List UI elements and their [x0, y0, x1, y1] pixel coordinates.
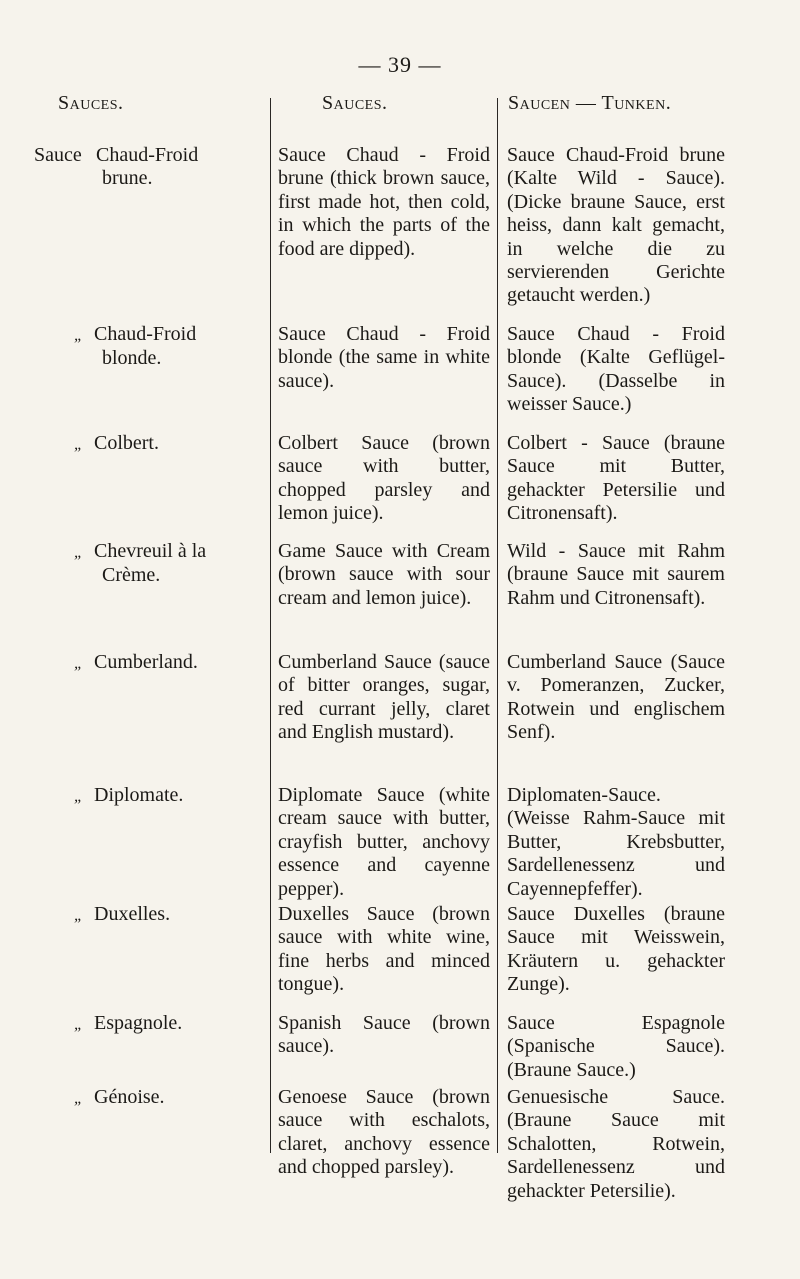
entry-german: Sauce Espagnole (Spanische Sauce). (Braune Sauce.): [507, 1012, 725, 1081]
ditto-mark: „: [74, 327, 83, 344]
ditto-mark: „: [74, 907, 83, 924]
column-divider: [497, 98, 498, 1153]
entry-german: Wild - Sauce mit Rahm (braune Sauce mit saurem Rahm und Citronensaft).: [507, 540, 725, 609]
sauce-prefix: Sauce: [34, 144, 82, 166]
entry-french: [0, 540, 266, 587]
entry-german: Cumberland Sauce (Sauce v. Pomeranzen, Zucker, Rotwein und englischem Senf).: [507, 651, 725, 744]
entry-german: Sauce Duxelles (braune Sauce mit Weisswein, Kräutern u. gehackter Zunge).: [507, 903, 725, 996]
entry-french: [0, 651, 266, 675]
ditto-mark: „: [74, 788, 83, 805]
entry-french: [0, 323, 266, 370]
entry-english: Diplomate Sauce (white cream sauce with butter, crayfish butter, anchovy essence and cayenne pepper).: [278, 784, 490, 900]
ditto-mark: „: [74, 1090, 83, 1107]
entry-german: Sauce Chaud - Froid blonde (Kalte Geflügel-Sauce). (Dasselbe in weisser Sauce.): [507, 323, 725, 416]
sauce-name: Chevreuil à la: [94, 540, 207, 562]
sauce-name-cont: Crème.: [102, 564, 161, 586]
sauce-name: Cumberland.: [94, 651, 198, 673]
sauce-name: Colbert.: [94, 432, 159, 454]
entry-german: Diplomaten-Sauce. (Weisse Rahm-Sauce mit Butter, Krebsbutter, Sardellenessenz und Cayennepfeffer).: [507, 784, 725, 900]
sauce-name-cont: brune.: [102, 167, 153, 189]
header-english: Sauces.: [322, 92, 388, 114]
entry-english: Genoese Sauce (brown sauce with eschalots, claret, anchovy essence and chopped parsley).: [278, 1086, 490, 1179]
entry-french: [0, 432, 266, 456]
entry-german: Genuesische Sauce. (Braune Sauce mit Schalotten, Rotwein, Sardellenessenz und gehackter Petersilie).: [507, 1086, 725, 1202]
page-number: — 39 —: [358, 52, 442, 77]
ditto-mark: „: [74, 1016, 83, 1033]
column-divider: [270, 98, 271, 1153]
ditto-mark: „: [74, 655, 83, 672]
sauce-name-cont: blonde.: [102, 347, 162, 369]
sauce-name: Chaud-Froid: [96, 144, 199, 166]
sauce-name: Génoise.: [94, 1086, 165, 1108]
entry-french: [0, 1086, 266, 1110]
entry-english: Cumberland Sauce (sauce of bitter oranges, sugar, red currant jelly, claret and English mustard).: [278, 651, 490, 744]
entry-french: [0, 1012, 266, 1036]
ditto-mark: „: [74, 436, 83, 453]
header-french: Sauces.: [58, 92, 124, 114]
header-german: Saucen — Tunken.: [508, 92, 672, 114]
entry-english: Spanish Sauce (brown sauce).: [278, 1012, 490, 1058]
sauce-name: Espagnole.: [94, 1012, 183, 1034]
entry-french: [0, 144, 266, 190]
entry-french: [0, 784, 266, 808]
entry-english: Sauce Chaud - Froid blonde (the same in white sauce).: [278, 323, 490, 392]
entry-english: Game Sauce with Cream (brown sauce with sour cream and lemon juice).: [278, 540, 490, 609]
entry-german: Colbert - Sauce (braune Sauce mit Butter, gehackter Petersilie und Citronensaft).: [507, 432, 725, 525]
sauce-name: Chaud-Froid: [94, 323, 197, 345]
entry-english: Colbert Sauce (brown sauce with butter, chopped parsley and lemon juice).: [278, 432, 490, 525]
entry-english: Sauce Chaud - Froid brune (thick brown sauce, first made hot, then cold, in which the parts of the food are dipped).: [278, 144, 490, 260]
entry-english: Duxelles Sauce (brown sauce with white wine, fine herbs and minced tongue).: [278, 903, 490, 996]
ditto-mark: „: [74, 544, 83, 561]
entry-french: [0, 903, 266, 927]
sauce-name: Duxelles.: [94, 903, 171, 925]
sauce-name: Diplomate.: [94, 784, 184, 806]
entry-german: Sauce Chaud-Froid brune (Kalte Wild - Sauce). (Dicke braune Sauce, erst heiss, dann kalt gemacht, in welche die zu servierenden Gerichte getaucht werden.): [507, 144, 725, 307]
